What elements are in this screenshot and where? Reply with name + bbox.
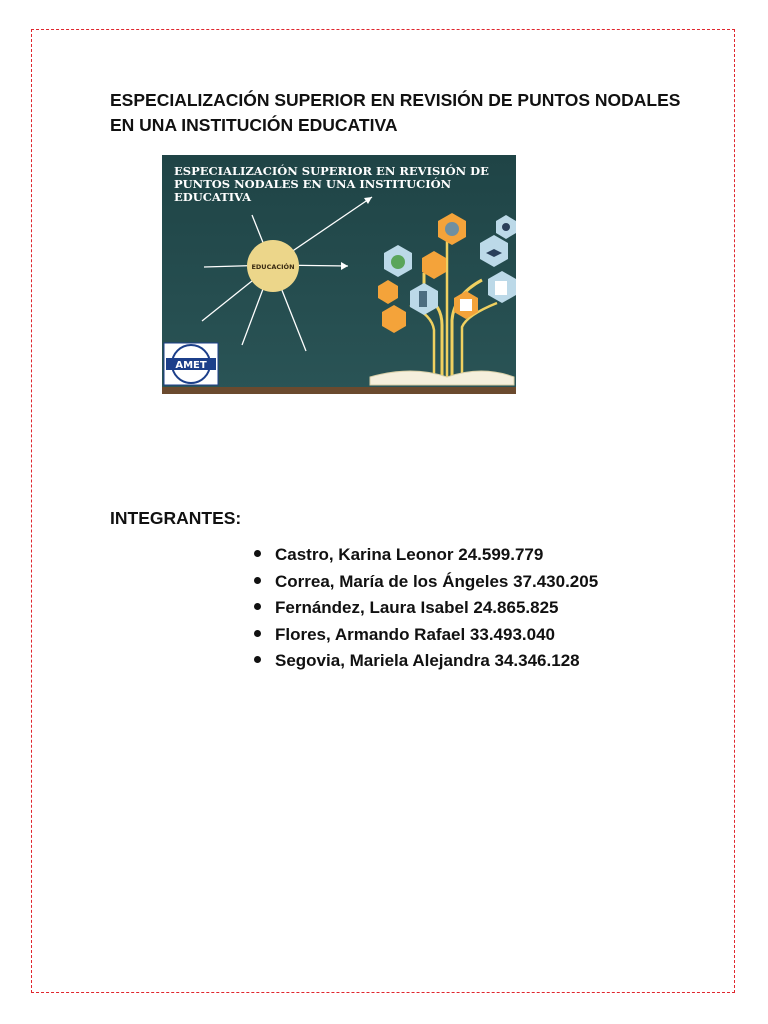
amet-logo [164, 343, 218, 385]
cover-title-line: ESPECIALIZACIÓN SUPERIOR EN REVISIÓN DE [174, 164, 489, 178]
members-list [254, 542, 598, 675]
member-name: Segovia, Mariela Alejandra 34.346.128 [275, 651, 580, 670]
members-heading: INTEGRANTES: [110, 508, 242, 528]
bullet-icon [254, 630, 261, 637]
list-item [254, 542, 598, 569]
list-item [254, 595, 598, 622]
document-title [110, 88, 710, 138]
bullet-icon [254, 603, 261, 610]
member-name: Fernández, Laura Isabel 24.865.825 [275, 598, 559, 617]
list-item [254, 622, 598, 649]
list-item [254, 648, 598, 675]
member-name: Castro, Karina Leonor 24.599.779 [275, 545, 544, 564]
amet-logo-text: AMET [175, 360, 207, 371]
bullet-icon [254, 550, 261, 557]
document-title-line: ESPECIALIZACIÓN SUPERIOR EN REVISIÓN DE PUNTOS NODALES [110, 90, 681, 110]
document-title-line: EN UNA INSTITUCIÓN EDUCATIVA [110, 115, 398, 135]
bullet-icon [254, 656, 261, 663]
cover-title-line: PUNTOS NODALES EN UNA INSTITUCIÓN [174, 177, 452, 191]
list-item [254, 569, 598, 596]
bullet-icon [254, 577, 261, 584]
member-name: Correa, María de los Ángeles 37.430.205 [275, 571, 599, 591]
cover-title-line: EDUCATIVA [174, 190, 252, 204]
cover-image [162, 155, 516, 394]
chalkboard-ledge [162, 387, 516, 394]
education-label: EDUCACIÓN [251, 263, 295, 271]
member-name: Flores, Armando Rafael 33.493.040 [275, 624, 556, 644]
